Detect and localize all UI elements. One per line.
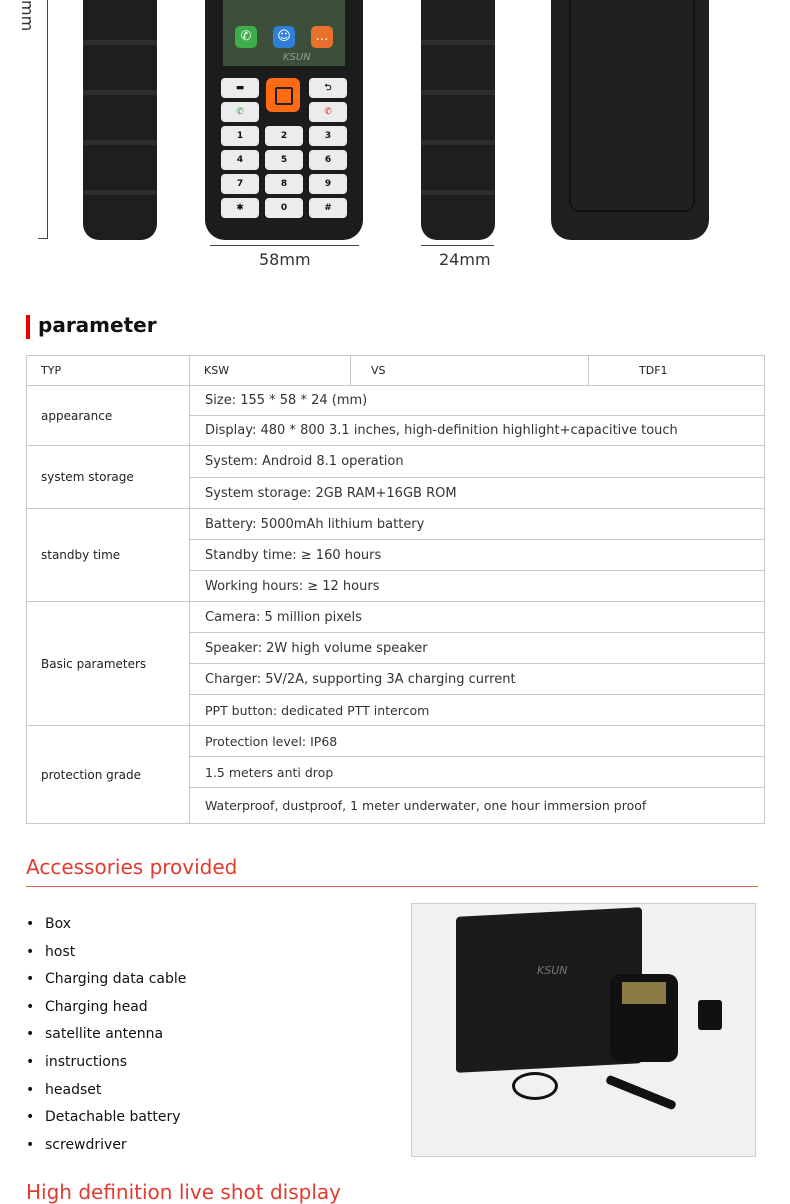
accessories-photo [411,903,756,1157]
category-cell: protection grade [27,726,190,824]
value-cell: Charger: 5V/2A, supporting 3A charging current [190,664,765,695]
list-item: • Charging head [26,994,186,1022]
live-shot-title: High definition live shot display [26,1180,341,1204]
key-8: 8 [265,174,303,194]
list-item: • instructions [26,1049,186,1077]
end-key: ✆ [309,102,347,122]
header-cell: VS [351,356,589,386]
depth-dimension-label: 24mm [439,250,491,269]
key-9: 9 [309,174,347,194]
key-6: 6 [309,150,347,170]
key-hash: # [309,198,347,218]
depth-dimension-line [421,245,494,246]
table-row [27,726,765,757]
phone-dimension-views [0,0,790,280]
list-item: • screwdriver [26,1132,186,1160]
box-brand-logo: KSUN [537,964,568,977]
table-row [27,446,765,478]
value-cell: Working hours: ≥ 12 hours [190,571,765,602]
table-row [27,509,765,540]
value-cell: Protection level: IP68 [190,726,765,757]
parameter-table [26,355,765,824]
category-cell: appearance [27,386,190,446]
value-cell: 1.5 meters anti drop [190,757,765,788]
height-dimension-line [47,0,48,238]
list-item: • satellite antenna [26,1021,186,1049]
phone-photo [610,974,678,1062]
value-cell: Speaker: 2W high volume speaker [190,633,765,664]
parameter-title: parameter [38,313,157,337]
width-dimension-label: 58mm [259,250,311,269]
category-cell: standby time [27,509,190,602]
phone-brand-logo: KSUN [283,52,311,63]
cable-photo [512,1072,558,1100]
satellite-antenna-photo [605,1074,677,1110]
phone-front-view [205,0,363,240]
list-item: • headset [26,1077,186,1105]
phone-side-view-right [421,0,495,240]
ok-key [266,78,300,112]
category-cell: Basic parameters [27,602,190,726]
list-item: • Detachable battery [26,1104,186,1132]
height-dimension-label: mm [18,0,37,32]
heading-accent-bar [26,315,30,339]
call-key: ✆ [221,102,259,122]
table-row [27,386,765,416]
accessories-title: Accessories provided [26,855,238,879]
phone-side-view-left [83,0,157,240]
value-cell: System: Android 8.1 operation [190,446,765,478]
header-cell: TYP [27,356,190,386]
height-dimension-tick [38,238,48,239]
list-item: • Charging data cable [26,966,186,994]
category-cell: system storage [27,446,190,509]
value-cell: Standby time: ≥ 160 hours [190,540,765,571]
phone-call-icon: ✆ [235,26,257,48]
phone-screen [223,0,345,66]
accessories-list [26,911,186,1159]
key-1: 1 [221,126,259,146]
header-cell: KSW [190,356,351,386]
phone-back-view [551,0,709,240]
left-softkey: ▬ [221,78,259,98]
value-cell: Display: 480 * 800 3.1 inches, high-definition highlight+capacitive touch [190,416,765,446]
width-dimension-line [210,245,359,246]
key-7: 7 [221,174,259,194]
right-softkey: ⮌ [309,78,347,98]
value-cell: PPT button: dedicated PTT intercom [190,695,765,726]
list-item: • host [26,939,186,967]
value-cell: Waterproof, dustproof, 1 meter underwater, one hour immersion proof [190,788,765,824]
charging-head-photo [698,1000,722,1030]
battery-cover [569,0,695,212]
phone-keypad [221,74,347,226]
messages-icon: … [311,26,333,48]
value-cell: Size: 155 * 58 * 24 (mm) [190,386,765,416]
key-5: 5 [265,150,303,170]
key-4: 4 [221,150,259,170]
table-header-row [27,356,765,386]
key-star: ✱ [221,198,259,218]
value-cell: Battery: 5000mAh lithium battery [190,509,765,540]
key-2: 2 [265,126,303,146]
header-cell: TDF1 [589,356,765,386]
value-cell: Camera: 5 million pixels [190,602,765,633]
table-row [27,602,765,633]
contacts-icon: ☺ [273,26,295,48]
value-cell: System storage: 2GB RAM+16GB ROM [190,478,765,509]
accessories-divider [26,886,758,887]
list-item: • Box [26,911,186,939]
key-3: 3 [309,126,347,146]
key-0: 0 [265,198,303,218]
